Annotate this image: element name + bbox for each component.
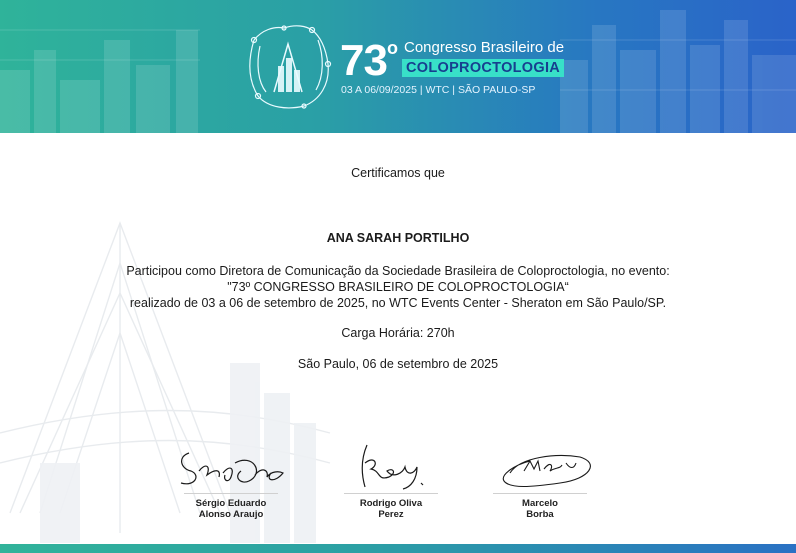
body-line-event: "73º CONGRESSO BRASILEIRO DE COLOPROCTOLOGIA“ [227,280,569,294]
event-info: 03 A 06/09/2025 | WTC | SÃO PAULO-SP [341,84,536,96]
degree-symbol: o [386,38,397,58]
certificate-body [0,263,796,311]
signer-name [475,498,605,520]
signer-name-line2: Perez [378,509,404,520]
footer-bar [0,544,796,553]
body-line-role: Participou como Diretora de Comunicação da Sociedade Brasileira de Coloproctologia, no evento: [126,264,670,278]
signature-block-sergio [166,443,296,520]
place-date-text: São Paulo, 06 de setembro de 2025 [297,357,499,371]
signer-name-line2: Alonso Araujo [198,509,264,520]
signer-name-line1: Sérgio Eduardo [195,498,267,509]
signer-name-line1: Marcelo [522,498,558,509]
signature-block-rodrigo [326,443,456,520]
intro-text: Certificamos que [351,166,445,180]
congress-emblem-icon [244,20,334,112]
signer-name-line1: Rodrigo Oliva [359,498,423,509]
handwritten-signature-sergio [171,443,291,491]
congress-title: Congresso Brasileiro de [404,39,565,56]
body-line-venue: realizado de 03 a 06 de setembro de 2025, no WTC Events Center - Sheraton em São Paulo/SP. [129,296,667,310]
edition-number: 73$^o$ [340,36,397,85]
signer-name [166,498,296,520]
participant-name: ANA SARAH PORTILHO [326,231,470,245]
header-banner [0,0,796,133]
signature-block-marcelo [475,443,605,520]
handwritten-signature-rodrigo [331,443,451,491]
workload-text: Carga Horária: 270h [341,326,455,340]
signature-line [184,493,278,494]
handwritten-signature-marcelo [480,443,600,491]
specialty-badge: COLOPROCTOLOGIA [402,59,564,77]
city-skyline-illustration [0,0,796,133]
signature-line [493,493,587,494]
signer-name-line2: Borba [526,509,554,520]
signature-line [344,493,438,494]
signer-name [326,498,456,520]
